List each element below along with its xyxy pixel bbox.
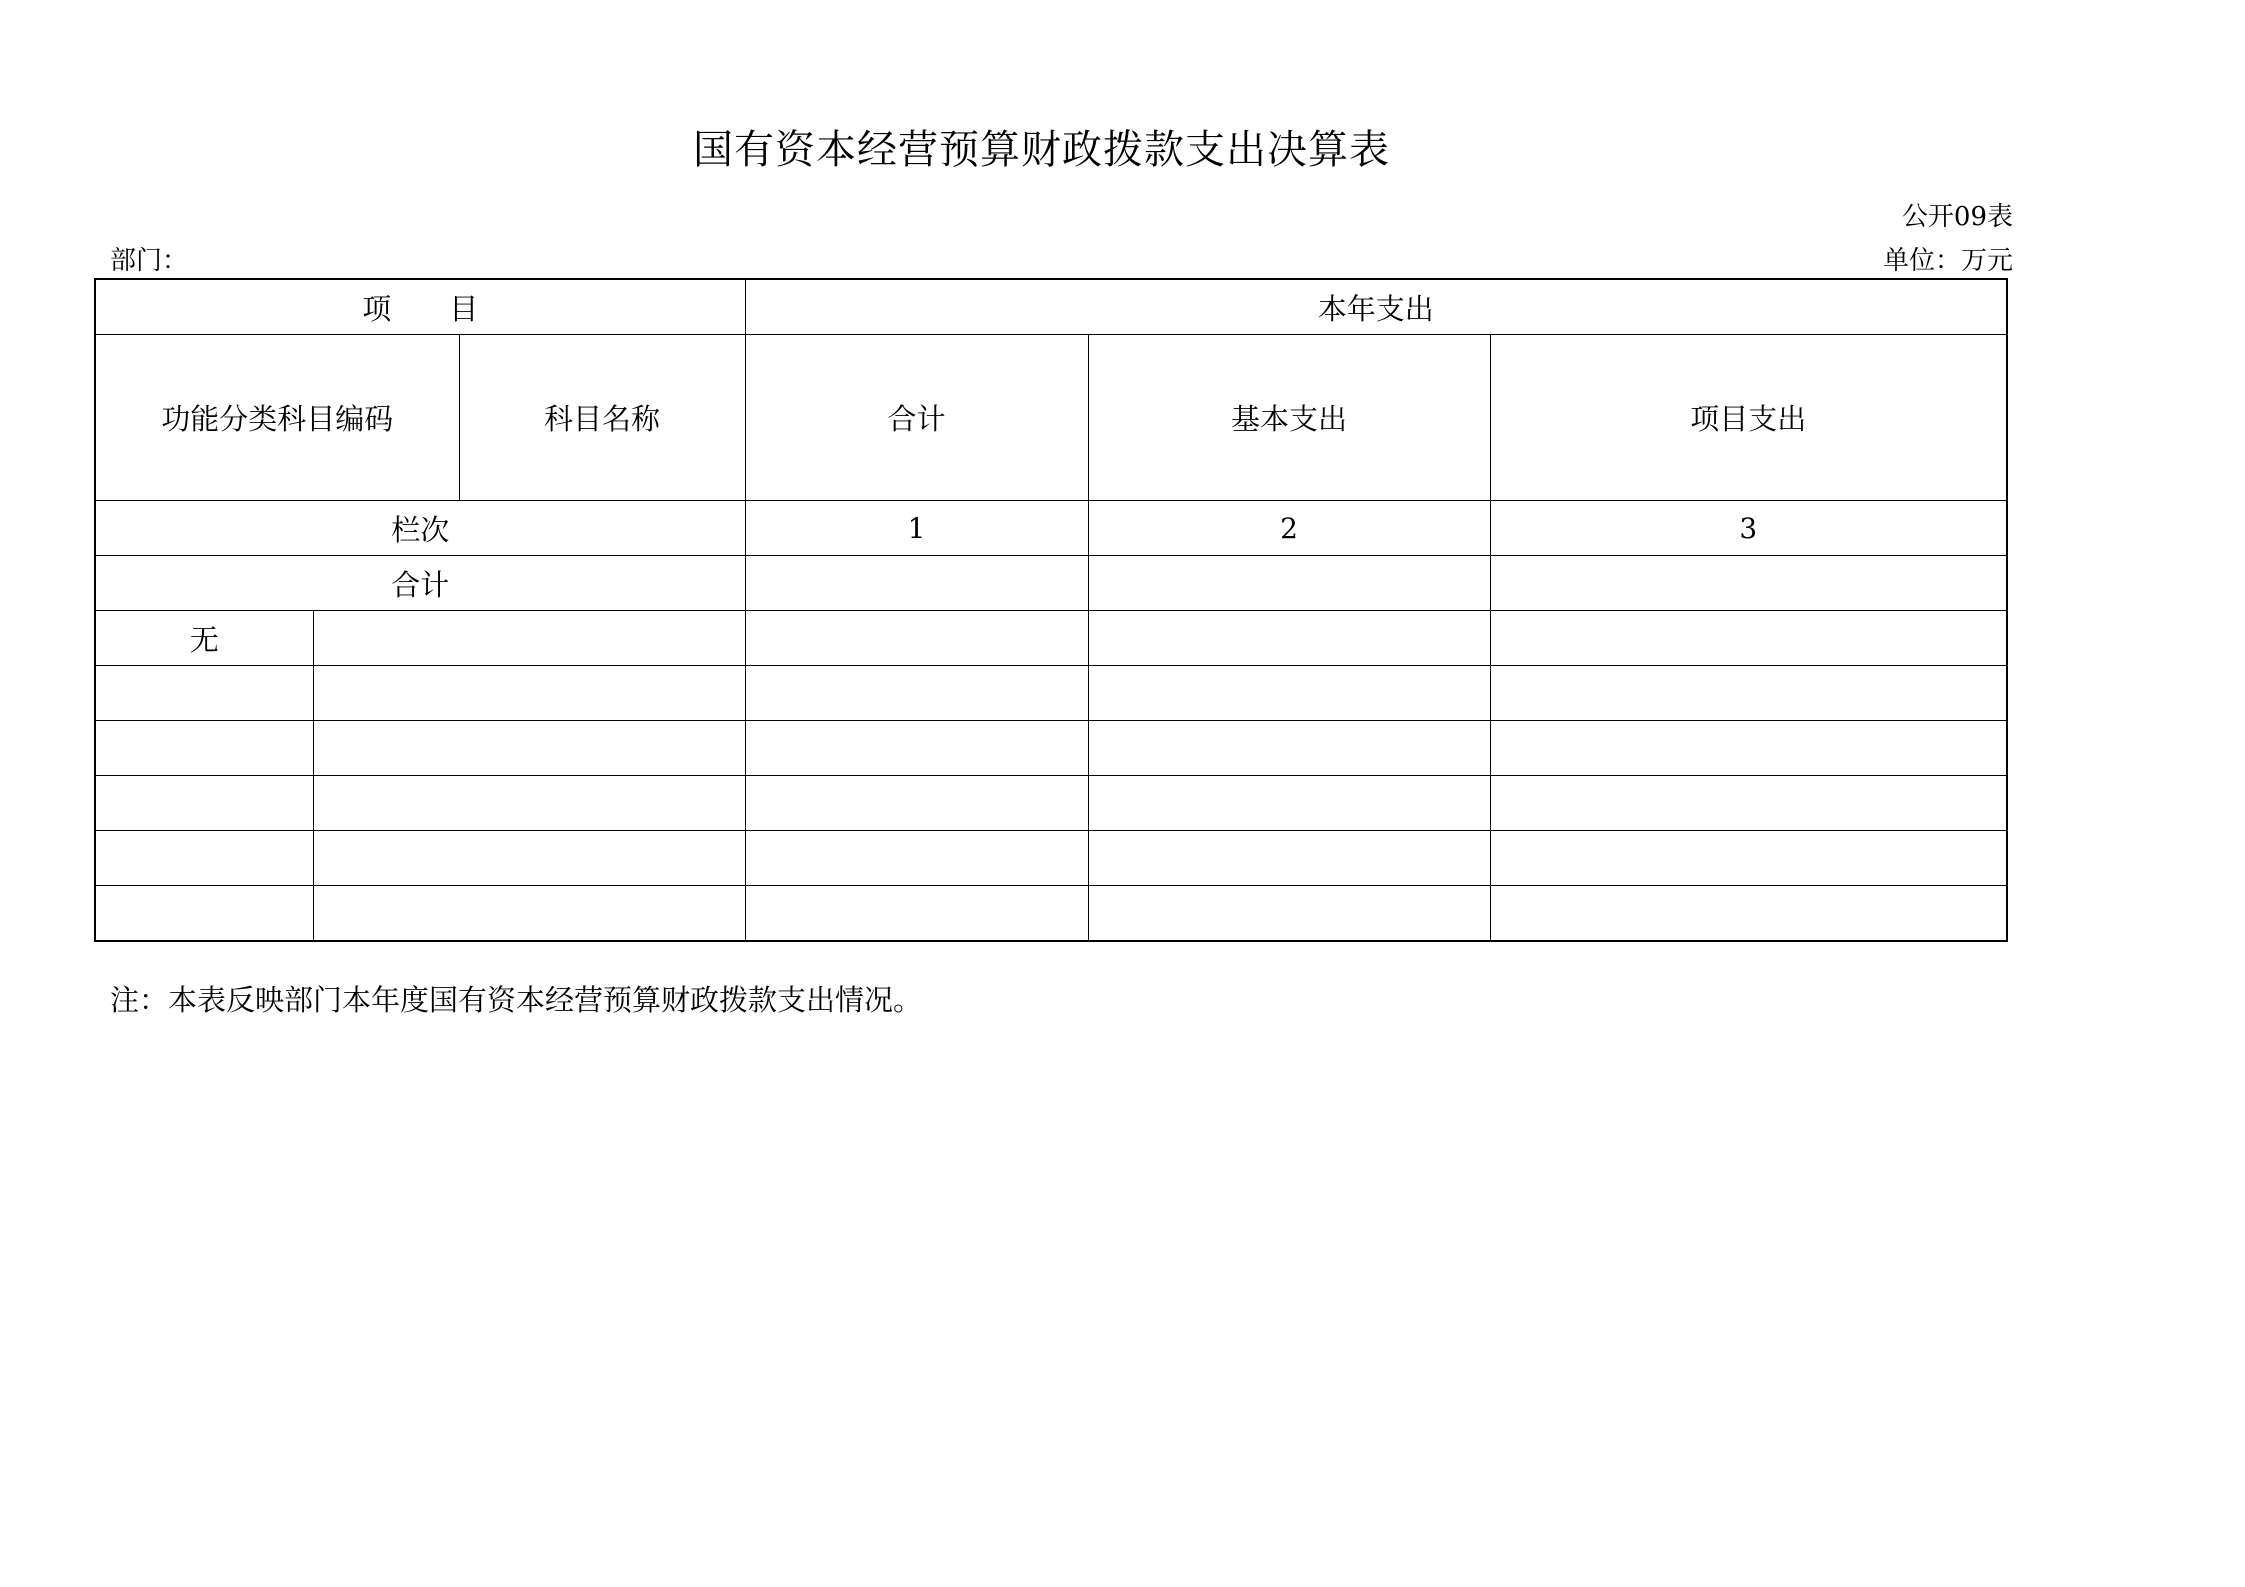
total-row [95,556,2007,611]
table-row [95,721,2007,776]
row-total [745,611,1088,666]
index-row [95,501,2007,556]
row-code [95,831,313,886]
footnote: 注：本表反映部门本年度国有资本经营预算财政拨款支出情况。 [110,983,923,1017]
row-total [745,666,1088,721]
col-total: 合计 [745,335,1088,501]
row-total [745,886,1088,942]
department-label: 部门： [110,246,189,276]
row-total [745,831,1088,886]
index-label: 栏次 [95,501,745,556]
page-title [0,118,2245,175]
header-item: 项 目 [95,279,745,335]
total-label: 合计 [95,556,745,611]
index-3: 3 [1490,501,2007,556]
row-name [313,666,745,721]
header-row-1 [95,279,2007,335]
expenditure-table [94,278,2008,942]
col-name: 科目名称 [459,335,745,501]
row-project [1490,776,2007,831]
row-name [313,886,745,942]
table-row [95,776,2007,831]
header-current-year: 本年支出 [745,279,2007,335]
index-2: 2 [1088,501,1490,556]
header-row-2 [95,335,2007,501]
row-total [745,721,1088,776]
form-number: 公开09表 [1901,202,2013,232]
unit-label: 单位：万元 [1882,246,2013,276]
row-project [1490,886,2007,942]
row-basic [1088,776,1490,831]
total-project-cell [1490,556,2007,611]
row-code: 无 [95,611,313,666]
table-row [95,831,2007,886]
col-code: 功能分类科目编码 [95,335,459,501]
row-code [95,666,313,721]
row-total [745,776,1088,831]
table-row [95,611,2007,666]
row-project [1490,831,2007,886]
row-basic [1088,831,1490,886]
row-name [313,611,745,666]
table-row [95,886,2007,942]
row-project [1490,666,2007,721]
col-basic: 基本支出 [1088,335,1490,501]
row-project [1490,611,2007,666]
row-name [313,831,745,886]
total-basic-cell [1088,556,1490,611]
total-cell [745,556,1088,611]
row-basic [1088,886,1490,942]
row-code [95,886,313,942]
row-basic [1088,666,1490,721]
col-project: 项目支出 [1490,335,2007,501]
row-name [313,776,745,831]
row-code [95,776,313,831]
row-basic [1088,721,1490,776]
table-row [95,666,2007,721]
row-basic [1088,611,1490,666]
index-1: 1 [745,501,1088,556]
row-name [313,721,745,776]
row-code [95,721,313,776]
row-project [1490,721,2007,776]
title-text: 国有资本经营预算财政拨款支出决算表 [693,127,1390,173]
